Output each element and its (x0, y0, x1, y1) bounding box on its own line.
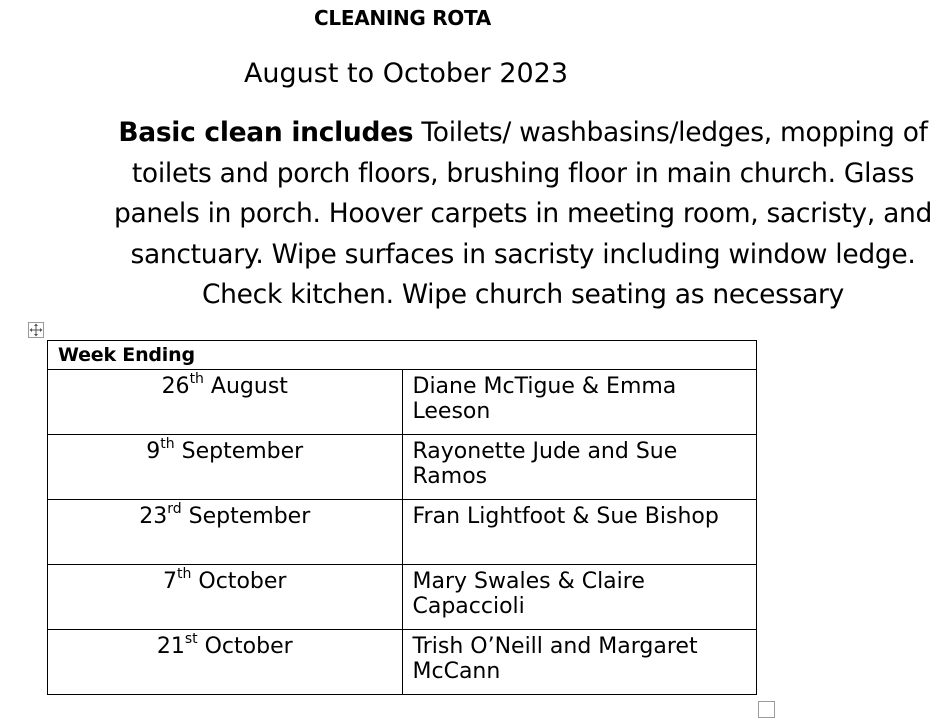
date-day: 7 (163, 569, 178, 594)
table-row (48, 630, 757, 695)
document-title: CLEANING ROTA (314, 6, 491, 30)
date-suffix: th (177, 566, 192, 582)
date-month: August (203, 374, 288, 399)
date-suffix: th (189, 371, 204, 387)
date-cell[interactable] (48, 435, 403, 500)
cleaners-cell[interactable]: Fran Lightfoot & Sue Bishop (402, 500, 757, 565)
date-day: 21 (156, 634, 185, 659)
date-suffix: th (160, 436, 175, 452)
document-subtitle: August to October 2023 (243, 58, 569, 89)
date-day: 26 (161, 374, 190, 399)
four-arrow-move-icon (29, 323, 43, 337)
date-month: October (191, 569, 287, 594)
table-row (48, 370, 757, 435)
table-resize-handle-icon[interactable] (758, 701, 775, 718)
date-day: 9 (146, 439, 161, 464)
description-lead: Basic clean includes (118, 117, 414, 148)
date-month: September (174, 439, 304, 464)
table-move-handle-icon[interactable] (28, 322, 44, 338)
cleaners-cell[interactable]: Trish O’Neill and Margaret McCann (402, 630, 757, 695)
cleaners-cell[interactable]: Diane McTigue & Emma Leeson (402, 370, 757, 435)
date-cell[interactable] (48, 565, 403, 630)
date-day: 23 (139, 504, 168, 529)
description-paragraph (98, 113, 948, 316)
date-cell[interactable] (48, 630, 403, 695)
date-cell[interactable] (48, 370, 403, 435)
date-month: October (197, 634, 293, 659)
week-ending-header: Week Ending (48, 341, 757, 370)
cleaners-cell[interactable]: Mary Swales & Claire Capaccioli (402, 565, 757, 630)
rota-table (47, 340, 757, 695)
table-row (48, 565, 757, 630)
table-row (48, 435, 757, 500)
description-body: Toilets/ washbasins/ledges, mopping of toilets and porch floors, brushing floor in main church. Glass panels in porch. Hoover carpets in meeting room, sacristy, and sanctuary. Wipe surfaces in sacristy including window ledge. Check kitchen. Wipe church seating as necessary (113, 117, 933, 311)
table-header-row (48, 341, 757, 370)
date-suffix: rd (167, 501, 182, 517)
date-month: September (181, 504, 311, 529)
date-cell[interactable] (48, 500, 403, 565)
date-suffix: st (184, 631, 198, 647)
table-row (48, 500, 757, 565)
cleaners-cell[interactable]: Rayonette Jude and Sue Ramos (402, 435, 757, 500)
